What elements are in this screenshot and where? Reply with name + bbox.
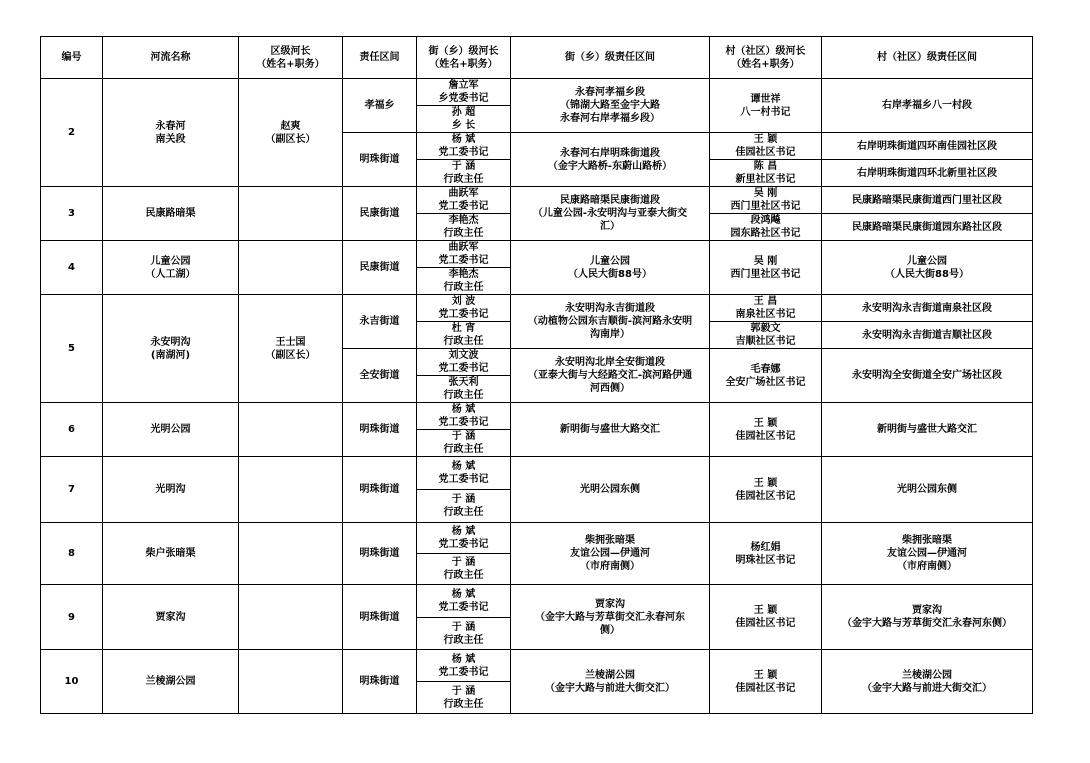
cell-street-chief: 曲跃军 党工委书记 (417, 187, 511, 214)
cell-village-chief: 吴 刚 西门里社区书记 (710, 241, 822, 295)
header-street-area: 街（乡）级责任区间 (511, 37, 710, 79)
cell-street-chief: 刘文波 党工委书记 (417, 349, 511, 376)
cell-district-chief (239, 403, 343, 457)
cell-street-chief: 曲跃军 党工委书记 (417, 241, 511, 268)
cell-no: 3 (41, 187, 103, 241)
cell-street-area: 柴拥张暗渠 友谊公园—伊通河 （市府南侧） (511, 523, 710, 585)
cell-street-chief: 杨 斌 党工委书记 (417, 650, 511, 682)
cell-river: 永春河 南关段 (103, 79, 239, 187)
cell-street-chief: 杨 斌 党工委书记 (417, 585, 511, 618)
cell-area: 明珠街道 (343, 133, 417, 187)
cell-village-area: 光明公园东侧 (822, 457, 1033, 523)
cell-village-area: 柴拥张暗渠 友谊公园—伊通河 （市府南侧） (822, 523, 1033, 585)
header-village-area: 村（社区）级责任区间 (822, 37, 1033, 79)
header-village-chief: 村（社区）级河长 （姓名+职务） (710, 37, 822, 79)
cell-street-chief: 詹立军 乡党委书记 (417, 79, 511, 106)
cell-street-chief: 杨 斌 党工委书记 (417, 457, 511, 490)
cell-no: 5 (41, 295, 103, 403)
cell-district-chief (239, 585, 343, 650)
table-row (41, 457, 1033, 490)
cell-street-area: 永春河孝福乡段 （锦湖大路至金宇大路 永春河右岸孝福乡段） (511, 79, 710, 133)
cell-village-chief: 王 颖 佳园社区书记 (710, 585, 822, 650)
cell-area: 明珠街道 (343, 650, 417, 714)
cell-street-chief: 于 涵 行政主任 (417, 490, 511, 523)
header-river: 河流名称 (103, 37, 239, 79)
cell-no: 7 (41, 457, 103, 523)
cell-river: 柴户张暗渠 (103, 523, 239, 585)
cell-river: 永安明沟 (南湖河) (103, 295, 239, 403)
cell-village-area: 兰棱湖公园 （金宇大路与前进大街交汇） (822, 650, 1033, 714)
cell-village-chief: 陈 昌 新里社区书记 (710, 160, 822, 187)
cell-street-chief: 于 涵 行政主任 (417, 682, 511, 714)
cell-area: 明珠街道 (343, 585, 417, 650)
cell-no: 9 (41, 585, 103, 650)
cell-village-chief: 王 颖 佳园社区书记 (710, 403, 822, 457)
cell-street-area: 儿童公园 （人民大街88号） (511, 241, 710, 295)
cell-village-chief: 王 颖 佳园社区书记 (710, 133, 822, 160)
cell-area: 全安街道 (343, 349, 417, 403)
cell-village-area: 右岸明珠街道四环南佳园社区段 (822, 133, 1033, 160)
cell-village-area: 永安明沟永吉街道吉顺社区段 (822, 322, 1033, 349)
cell-no: 8 (41, 523, 103, 585)
table-row (41, 523, 1033, 554)
cell-street-chief: 杜 宵 行政主任 (417, 322, 511, 349)
cell-street-area: 永安明沟永吉街道段 （动植物公园东吉顺街-滨河路永安明 沟南岸） (511, 295, 710, 349)
cell-river: 光明公园 (103, 403, 239, 457)
cell-area: 明珠街道 (343, 523, 417, 585)
cell-district-chief (239, 241, 343, 295)
cell-village-area: 永安明沟永吉街道南泉社区段 (822, 295, 1033, 322)
cell-district-chief: 赵爽 （副区长） (239, 79, 343, 187)
cell-river: 儿童公园 （人工湖） (103, 241, 239, 295)
header-district-chief: 区级河长 （姓名+职务） (239, 37, 343, 79)
table-row (41, 585, 1033, 618)
cell-area: 明珠街道 (343, 457, 417, 523)
cell-village-area: 右岸孝福乡八一村段 (822, 79, 1033, 133)
cell-street-area: 永春河右岸明珠街道段 （金宇大路桥-东蔚山路桥） (511, 133, 710, 187)
cell-village-chief: 郭毅文 吉顺社区书记 (710, 322, 822, 349)
cell-street-chief: 于 涵 行政主任 (417, 554, 511, 585)
cell-no: 4 (41, 241, 103, 295)
cell-village-area: 民康路暗渠民康街道园东路社区段 (822, 214, 1033, 241)
cell-village-area: 永安明沟全安街道全安广场社区段 (822, 349, 1033, 403)
cell-river: 光明沟 (103, 457, 239, 523)
table-row (41, 403, 1033, 430)
cell-village-chief: 王 颖 佳园社区书记 (710, 650, 822, 714)
cell-village-area: 贾家沟 （金宇大路与芳草街交汇永春河东侧） (822, 585, 1033, 650)
cell-street-area: 永安明沟北岸全安街道段 （亚泰大街与大经路交汇-滨河路伊通 河西侧） (511, 349, 710, 403)
cell-area: 明珠街道 (343, 403, 417, 457)
cell-street-chief: 孙 超 乡 长 (417, 106, 511, 133)
cell-street-chief: 于 涵 行政主任 (417, 430, 511, 457)
cell-district-chief (239, 523, 343, 585)
cell-street-chief: 李艳杰 行政主任 (417, 214, 511, 241)
cell-village-chief: 杨红娟 明珠社区书记 (710, 523, 822, 585)
cell-village-chief: 毛春娜 全安广场社区书记 (710, 349, 822, 403)
cell-village-area: 儿童公园 （人民大街88号） (822, 241, 1033, 295)
cell-river: 兰棱湖公园 (103, 650, 239, 714)
cell-river: 贾家沟 (103, 585, 239, 650)
cell-street-area: 光明公园东侧 (511, 457, 710, 523)
cell-no: 10 (41, 650, 103, 714)
cell-area: 永吉街道 (343, 295, 417, 349)
header-row (41, 37, 1033, 79)
cell-no: 2 (41, 79, 103, 187)
cell-street-area: 新明街与盛世大路交汇 (511, 403, 710, 457)
cell-river: 民康路暗渠 (103, 187, 239, 241)
cell-street-chief: 杨 斌 党工委书记 (417, 403, 511, 430)
cell-area: 民康街道 (343, 187, 417, 241)
cell-village-chief: 谭世祥 八一村书记 (710, 79, 822, 133)
cell-village-chief: 王 昌 南泉社区书记 (710, 295, 822, 322)
cell-street-chief: 李艳杰 行政主任 (417, 268, 511, 295)
cell-street-chief: 杨 斌 党工委书记 (417, 523, 511, 554)
header-street-chief: 街（乡）级河长 （姓名+职务） (417, 37, 511, 79)
cell-village-chief: 段鸿飚 园东路社区书记 (710, 214, 822, 241)
cell-street-area: 兰棱湖公园 （金宇大路与前进大街交汇） (511, 650, 710, 714)
cell-street-area: 民康路暗渠民康街道段 （儿童公园-永安明沟与亚泰大街交 汇） (511, 187, 710, 241)
cell-street-chief: 于 涵 行政主任 (417, 618, 511, 650)
header-no: 编号 (41, 37, 103, 79)
cell-district-chief (239, 187, 343, 241)
cell-street-chief: 张天利 行政主任 (417, 376, 511, 403)
cell-village-area: 新明街与盛世大路交汇 (822, 403, 1033, 457)
table-row (41, 295, 1033, 322)
cell-district-chief (239, 650, 343, 714)
cell-street-chief: 刘 波 党工委书记 (417, 295, 511, 322)
header-area: 责任区间 (343, 37, 417, 79)
cell-street-area: 贾家沟 （金宇大路与芳草街交汇永春河东 侧） (511, 585, 710, 650)
table-row (41, 187, 1033, 214)
river-chief-table (40, 36, 1033, 714)
cell-no: 6 (41, 403, 103, 457)
cell-street-chief: 杨 斌 党工委书记 (417, 133, 511, 160)
cell-area: 孝福乡 (343, 79, 417, 133)
cell-village-area: 民康路暗渠民康街道西门里社区段 (822, 187, 1033, 214)
table-row (41, 241, 1033, 268)
table-row (41, 79, 1033, 106)
cell-village-chief: 吴 刚 西门里社区书记 (710, 187, 822, 214)
cell-village-area: 右岸明珠街道四环北新里社区段 (822, 160, 1033, 187)
table-row (41, 650, 1033, 682)
cell-district-chief (239, 457, 343, 523)
cell-area: 民康街道 (343, 241, 417, 295)
cell-district-chief: 王士国 （副区长） (239, 295, 343, 403)
cell-street-chief: 于 涵 行政主任 (417, 160, 511, 187)
cell-village-chief: 王 颖 佳园社区书记 (710, 457, 822, 523)
